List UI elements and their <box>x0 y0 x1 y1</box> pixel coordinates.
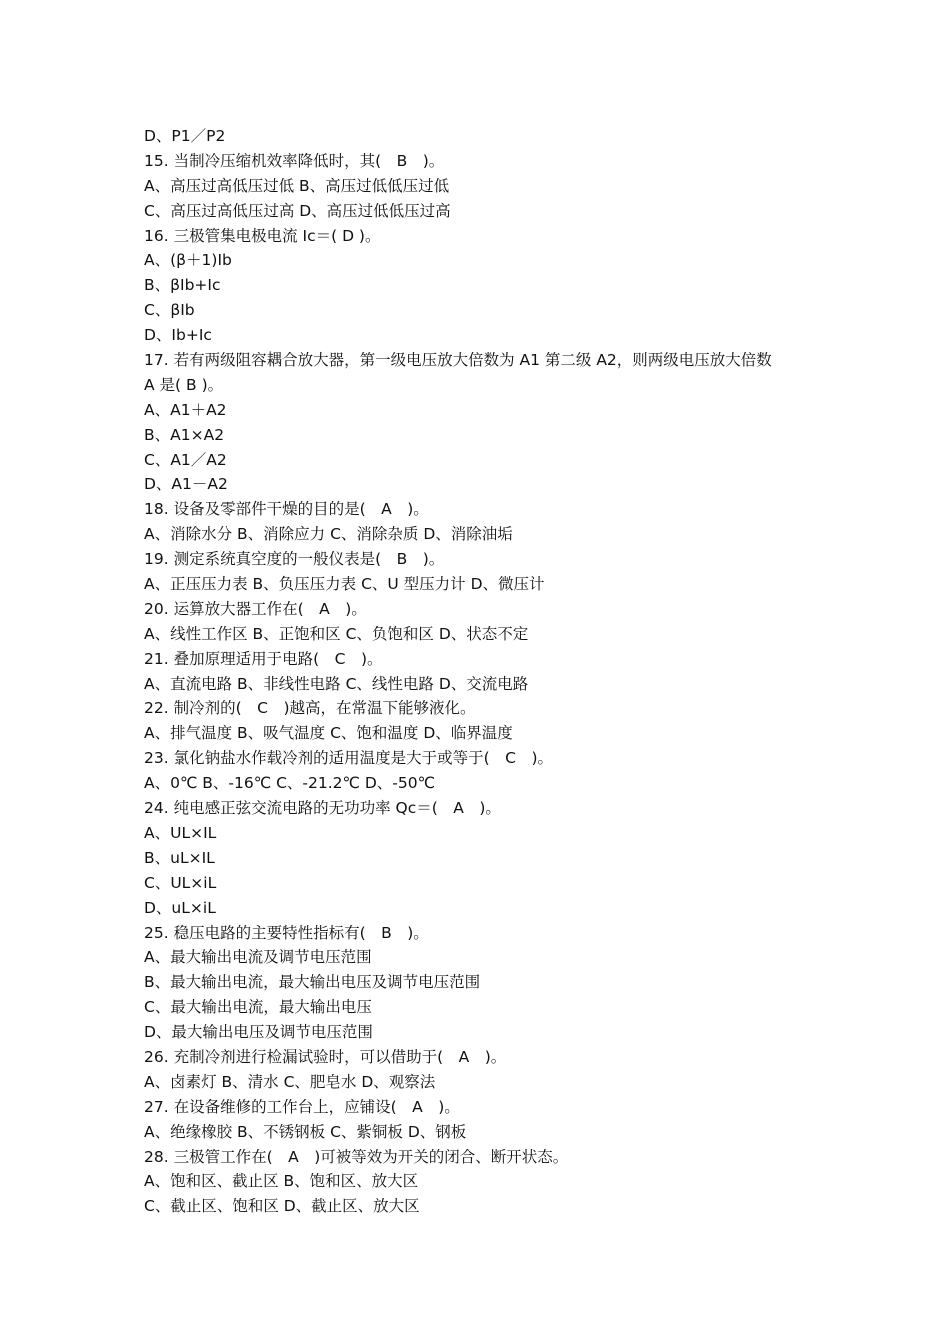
text-line: A、绝缘橡胶 B、不锈钢板 C、紫铜板 D、钢板 <box>144 1122 467 1141</box>
text-line: A、消除水分 B、消除应力 C、消除杂质 D、消除油垢 <box>144 525 513 544</box>
text-line: 25. 稳压电路的主要特性指标有( B )。 <box>144 923 429 942</box>
document-page <box>144 124 844 1219</box>
text-line: C、UL×iL <box>144 873 217 892</box>
text-line: 20. 运算放大器工作在( A )。 <box>144 599 367 618</box>
text-line: 27. 在设备维修的工作台上，应铺设( A )。 <box>144 1097 460 1116</box>
text-line: 21. 叠加原理适用于电路( C )。 <box>144 649 383 668</box>
text-line: 28. 三极管工作在( A )可被等效为开关的闭合、断开状态。 <box>144 1147 569 1166</box>
text-line: 22. 制冷剂的( C )越高，在常温下能够液化。 <box>144 699 476 718</box>
text-line: A、正压压力表 B、负压压力表 C、U 型压力计 D、微压计 <box>144 575 545 594</box>
text-line: D、A1－A2 <box>144 475 228 494</box>
text-line: C、A1／A2 <box>144 450 227 469</box>
text-line: C、最大输出电流，最大输出电压 <box>144 998 372 1017</box>
text-line: 26. 充制冷剂进行检漏试验时，可以借助于( A )。 <box>144 1047 507 1066</box>
text-line: 23. 氯化钠盐水作载冷剂的适用温度是大于或等于( C )。 <box>144 749 553 768</box>
text-line: A、线性工作区 B、正饱和区 C、负饱和区 D、状态不定 <box>144 624 529 643</box>
text-line: 16. 三极管集电极电流 Ic＝( D )。 <box>144 226 381 245</box>
text-line: A、卤素灯 B、清水 C、肥皂水 D、观察法 <box>144 1072 436 1091</box>
text-line: A、A1＋A2 <box>144 400 227 419</box>
text-line: C、βIb <box>144 301 195 320</box>
text-line: C、截止区、饱和区 D、截止区、放大区 <box>144 1197 420 1216</box>
text-line: 19. 测定系统真空度的一般仪表是( B )。 <box>144 550 445 569</box>
text-line: D、uL×iL <box>144 898 216 917</box>
text-line: B、A1×A2 <box>144 425 225 444</box>
text-line: A、(β＋1)Ib <box>144 251 232 270</box>
text-line: 15. 当制冷压缩机效率降低时，其( B )。 <box>144 151 445 170</box>
text-line: A、高压过高低压过低 B、高压过低低压过低 <box>144 176 450 195</box>
text-line: D、最大输出电压及调节电压范围 <box>144 1023 373 1042</box>
text-line: 18. 设备及零部件干燥的目的是( A )。 <box>144 500 429 519</box>
text-line: A、饱和区、截止区 B、饱和区、放大区 <box>144 1172 419 1191</box>
text-line: A 是( B )。 <box>144 375 224 394</box>
text-line: B、βIb+Ic <box>144 276 221 295</box>
text-line: B、uL×IL <box>144 848 215 867</box>
text-line: A、UL×IL <box>144 823 217 842</box>
text-line: B、最大输出电流，最大输出电压及调节电压范围 <box>144 973 481 992</box>
text-line: C、高压过高低压过高 D、高压过低低压过高 <box>144 201 451 220</box>
text-line: D、Ib+Ic <box>144 326 212 345</box>
text-line: A、直流电路 B、非线性电路 C、线性电路 D、交流电路 <box>144 674 529 693</box>
text-line: D、P1／P2 <box>144 127 226 145</box>
text-line: A、最大输出电流及调节电压范围 <box>144 948 372 967</box>
text-line: 17. 若有两级阻容耦合放大器，第一级电压放大倍数为 A1 第二级 A2，则两级电压放大倍数 <box>144 351 772 370</box>
text-line: A、0℃ B、-16℃ C、-21.2℃ D、-50℃ <box>144 774 436 793</box>
text-line: 24. 纯电感正弦交流电路的无功功率 Qc＝( A )。 <box>144 799 501 818</box>
text-line: A、排气温度 B、吸气温度 C、饱和温度 D、临界温度 <box>144 724 513 743</box>
